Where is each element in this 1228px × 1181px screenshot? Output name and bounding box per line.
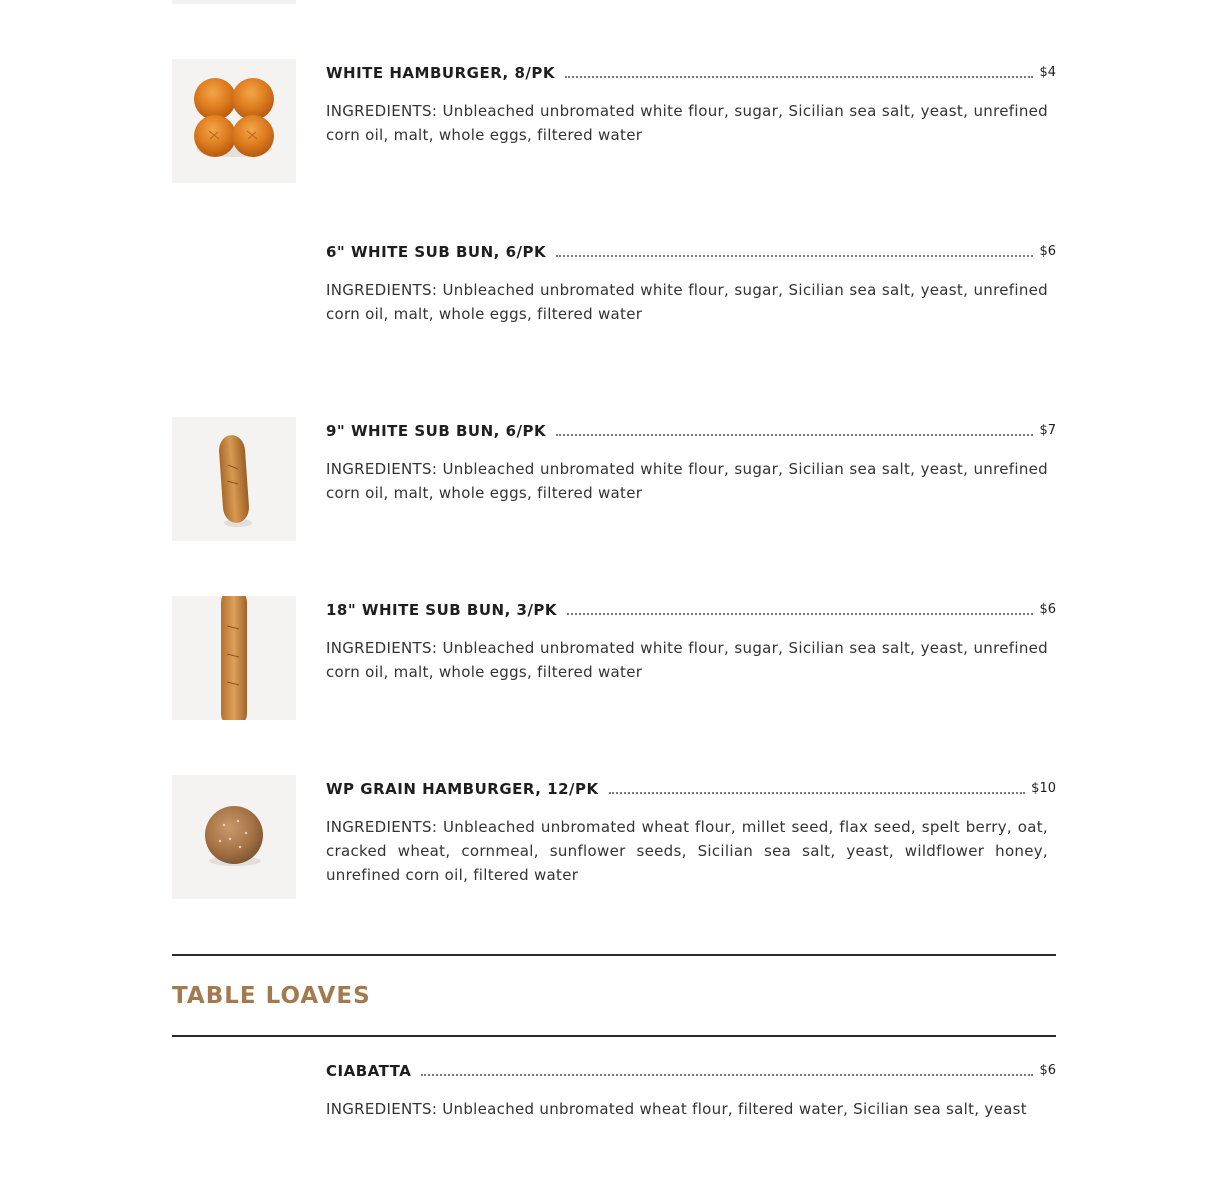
item-price: $6 (1039, 602, 1056, 617)
item-header (326, 777, 1056, 799)
section-divider-bottom (172, 1035, 1056, 1037)
menu-item-18-white-sub (172, 596, 1056, 720)
section-title: TABLE LOAVES (172, 983, 371, 1009)
item-name: 6" WHITE SUB BUN, 6/PK (326, 243, 547, 261)
item-description: INGREDIENTS: Unbleached unbromated white flour, sugar, Sicilian sea salt, yeast, unrefined corn oil, malt, whole eggs, filtered water (326, 460, 1048, 502)
item-photo-placeholder (172, 238, 296, 362)
menu-item-white-hamburger (172, 59, 1056, 183)
item-price: $7 (1039, 423, 1056, 438)
item-header (326, 240, 1056, 262)
dotted-leader (556, 254, 1033, 257)
item-header (326, 61, 1056, 83)
item-price: $10 (1031, 781, 1056, 796)
menu-item-wp-grain-hamburger (172, 775, 1056, 899)
item-description: INGREDIENTS: Unbleached unbromated white flour, sugar, Sicilian sea salt, yeast, unrefined corn oil, malt, whole eggs, filtered water (326, 639, 1048, 681)
dotted-leader (609, 791, 1026, 794)
menu-item-6-white-sub (172, 238, 1056, 362)
item-name: CIABATTA (326, 1062, 412, 1080)
menu-item-ciabatta (172, 1057, 1056, 1181)
section-divider-top (172, 954, 1056, 956)
item-price: $4 (1039, 65, 1056, 80)
item-name: WP GRAIN HAMBURGER, 12/PK (326, 780, 599, 798)
item-price: $6 (1039, 1063, 1056, 1078)
item-header (326, 598, 1056, 620)
item-header (326, 1059, 1056, 1081)
previous-item-photo[interactable] (172, 0, 296, 4)
item-header (326, 419, 1056, 441)
dotted-leader (567, 612, 1033, 615)
dotted-leader (565, 75, 1033, 78)
item-description: INGREDIENTS: Unbleached unbromated white flour, sugar, Sicilian sea salt, yeast, unrefined corn oil, malt, whole eggs, filtered water (326, 281, 1048, 323)
item-description: INGREDIENTS: Unbleached unbromated wheat flour, millet seed, flax seed, spelt berry, oat, cracked wheat, cornmeal, sunflower seeds, Sicilian sea salt, yeast, wildflower honey, unrefined corn oil, filtered water (326, 818, 1048, 884)
item-description: INGREDIENTS: Unbleached unbromated wheat flour, filtered water, Sicilian sea salt, yeast (326, 1100, 1027, 1118)
short-sub-bun-photo[interactable] (172, 417, 296, 541)
item-photo-placeholder (172, 1057, 296, 1181)
item-name: 9" WHITE SUB BUN, 6/PK (326, 422, 547, 440)
menu-item-9-white-sub (172, 417, 1056, 541)
long-sub-bun-photo[interactable] (172, 596, 296, 720)
item-name: WHITE HAMBURGER, 8/PK (326, 64, 555, 82)
item-description: INGREDIENTS: Unbleached unbromated white flour, sugar, Sicilian sea salt, yeast, unrefined corn oil, malt, whole eggs, filtered water (326, 102, 1048, 144)
item-name: 18" WHITE SUB BUN, 3/PK (326, 601, 558, 619)
dotted-leader (421, 1073, 1033, 1076)
grain-bun-photo[interactable] (172, 775, 296, 899)
item-price: $6 (1039, 244, 1056, 259)
hamburger-buns-photo[interactable] (172, 59, 296, 183)
dotted-leader (556, 433, 1033, 436)
